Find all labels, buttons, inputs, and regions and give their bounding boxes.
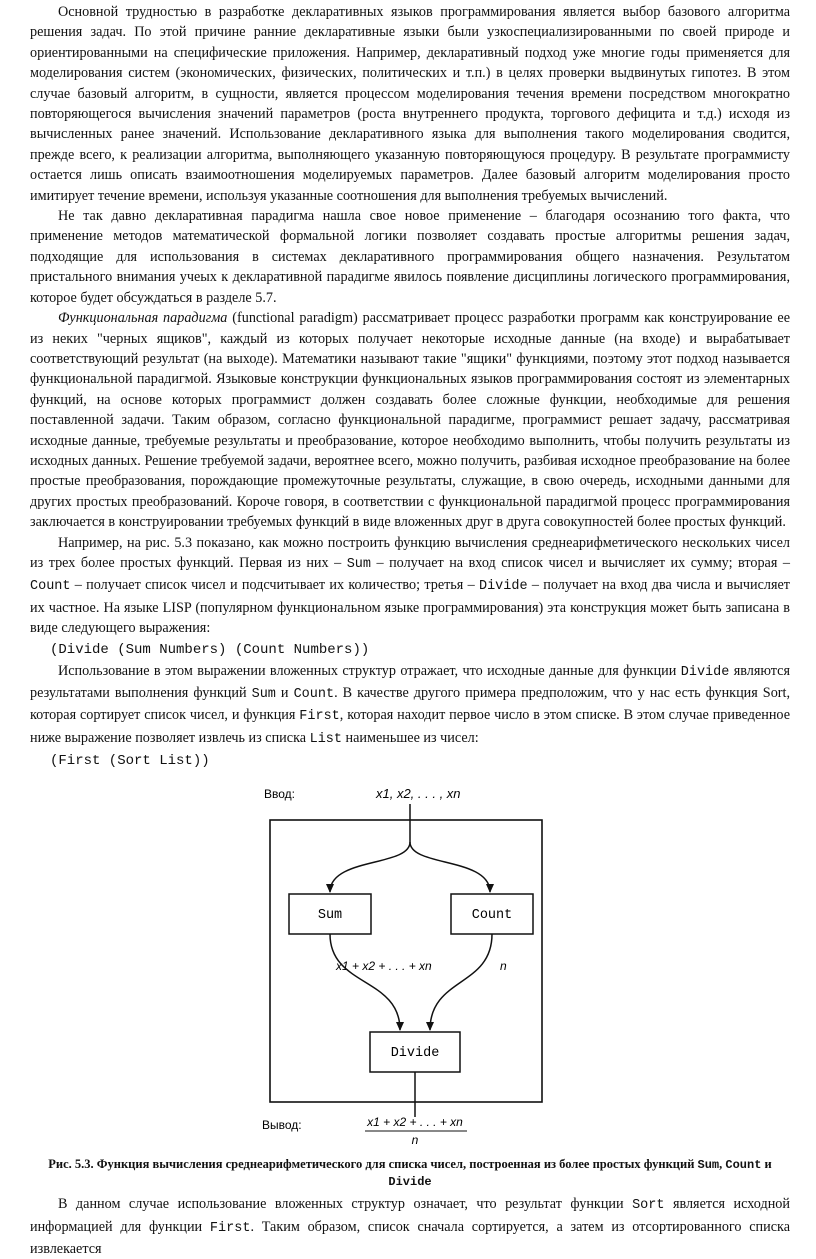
code-sum: Sum xyxy=(346,556,371,572)
caption-count: Count xyxy=(725,1158,762,1173)
code-count: Count xyxy=(30,579,71,595)
paragraph-2: Не так давно декларативная парадигма нашла свое новое применение – благодаря осознанию того факта, что применение методов математической формальной логики позволяет создавать простые алгоритмы решения задач, подходящие для использования в системах декларативного программирования общего назначения. Результатом пристального внимания учеых к декларативной парадигме явилось появление дисциплины логического программирования, которое будет обсуждаться в разделе 5.7. xyxy=(30,208,790,306)
sum-box-label: Sum xyxy=(317,908,343,924)
code-sort: Sort xyxy=(632,1198,665,1214)
p5-text-e: , которая находит первое число в этом списке. В этом случае приведенное ниже выражение позволяет извлечь из списка xyxy=(30,707,790,746)
count-box-label: Count xyxy=(471,908,513,924)
term-functional-paradigm: Функциональная парадигма xyxy=(58,310,228,327)
paragraph-6 xyxy=(30,1194,790,1259)
p6-text-c: . Таким образом, список сначала сортируется, а затем из отсортированного списка извлекается xyxy=(30,1218,790,1258)
function-diagram xyxy=(30,772,790,1152)
paragraph-4 xyxy=(30,533,790,639)
arrow-to-sum xyxy=(330,842,410,892)
paragraph-5 xyxy=(30,661,790,751)
p4-text-d: – получает на вход два числа и вычисляет их частное. На языке LISP (популярном функциональном языке программирования) эта конструкция может быть записана в виде следующего выражения: xyxy=(30,577,790,637)
p4-text-b: – получает на вход список чисел и вычисляет их сумму; вторая – xyxy=(371,554,790,571)
input-list-label: x1, x2, . . . , xn xyxy=(376,786,461,802)
paragraph-3-text: (functional paradigm) рассматривает процесс разработки программ как конструирование ее из неких "черных ящиков", каждый из которых получает некоторые исходные данные (на входе) и вырабатывает соответствующий результат (на выходе). Математики называют такие "ящики" функциями, поэтому этот подход называется функциональной парадигмой. Языковые конструкции функциональных языков программирования состоят из элементарных функций, на основе которых программист должен создавать более сложные функции, необходимые для решения поставленной задачи. Таким образом, согласно функциональной парадигме, программист решает задачу, рассматривая исходные данные, требуемые результаты и преобразование, которое необходимо выполнить, чтобы получить результаты из исходных данных. Решение требуемой задачи, вероятнее всего, можно получить, разбивая исходное преобразование на более простые преобразования, порождающие промежуточные результаты, служащие, в свою очередь, исходными данными для других простых преобразований. Короче говоря, в соответствии с функциональной парадигмой процесс программирования заключается в конструировании требуемых функций в виде вложенных друг в друга совокупностей более простых функций. xyxy=(30,310,790,531)
p6-text-a: В данном случае использование вложенных структур означает, что результат функции xyxy=(58,1196,633,1213)
code-first: First xyxy=(299,709,340,725)
paragraph-1: Основной трудностью в разработке декларативных языков программирования является выбор базового алгоритма решения задач. По этой причине ранние декларативные языки были узкоспециализированными по своей природе и ориентированными на специфические приложения. Например, декларативный подход уже многие годы применяется для моделирования систем (экономических, физических, политических и т.п.) в целях проверки выдвинутых гипотез. В этом случае базовый алгоритм, в сущности, является процессом моделирования течения времени посредством многократно повторяющегося вычисления значений параметров (роста внутреннего продукта, торгового дефицита и т.д.) исходя из вычисленных ранее значений. Использование декларативного языка для выполнения такого моделирования сводится, прежде всего, к реализации алгоритма, выполняющего указанную повторяющуюся процедуру. В результате программисту остается лишь описать взаимоотношения моделируемых параметров. Далее базовый алгоритм моделирования просто имитирует течение времени, используя указанные соотношения для выполнения требуемых вычислений. xyxy=(30,4,790,204)
code-count-2: Count xyxy=(293,687,335,702)
divide-box-label: Divide xyxy=(390,1046,440,1062)
caption-sum: Sum xyxy=(697,1158,720,1173)
caption-text: Рис. 5.3. Функция вычисления среднеарифметического для списка чисел, построенная из более простых функций xyxy=(48,1157,698,1172)
p5-text-d: . В качестве другого примера предположим, что у нас есть функция Sort, которая сортирует список чисел, и функция xyxy=(30,685,791,724)
caption-sep: , xyxy=(719,1157,726,1172)
figure-5-3 xyxy=(30,772,790,1152)
code-divide-2: Divide xyxy=(680,664,730,680)
p5-text-c: и xyxy=(275,685,294,701)
code-expression-2: (First (Sort List)) xyxy=(50,753,210,770)
paragraph-3 xyxy=(30,308,790,532)
p5-text-b: являются результатами выполнения функций xyxy=(30,662,790,701)
arrow-count-to-divide xyxy=(430,934,492,1030)
count-edge-label: n xyxy=(500,959,507,974)
code-sum-2: Sum xyxy=(251,687,276,702)
caption-divide: Divide xyxy=(388,1175,432,1190)
p5-text-a: Использование в этом выражении вложенных структур отражает, что исходные данные для функции xyxy=(58,662,681,679)
code-divide: Divide xyxy=(478,579,528,595)
figure-caption xyxy=(30,1156,790,1190)
input-label: Ввод: xyxy=(264,787,295,802)
caption-and: и xyxy=(761,1157,772,1172)
p6-text-b: является исходной информацией для функции xyxy=(30,1196,790,1235)
code-list: List xyxy=(309,731,342,747)
output-numerator: x1 + x2 + . . . + xn xyxy=(367,1115,463,1130)
arrow-to-count xyxy=(410,842,490,892)
p4-text-a: Например, на рис. 5.3 показано, как можно построить функцию вычисления среднеарифметического нескольких чисел из трех более простых функций. Первая из них – xyxy=(30,534,790,571)
code-first-2: First xyxy=(209,1220,251,1236)
arrow-sum-to-divide xyxy=(330,934,400,1030)
sum-edge-label: x1 + x2 + . . . + xn xyxy=(336,959,432,974)
page-content xyxy=(30,2,790,1259)
p4-text-c: – получает список чисел и подсчитывает их количество; третья – xyxy=(70,577,479,594)
output-denominator: n xyxy=(411,1133,419,1148)
output-label: Вывод: xyxy=(262,1118,302,1133)
code-expression-1: (Divide (Sum Numbers) (Count Numbers)) xyxy=(50,641,370,658)
p5-text-f: наименьшее из чисел: xyxy=(342,729,479,746)
